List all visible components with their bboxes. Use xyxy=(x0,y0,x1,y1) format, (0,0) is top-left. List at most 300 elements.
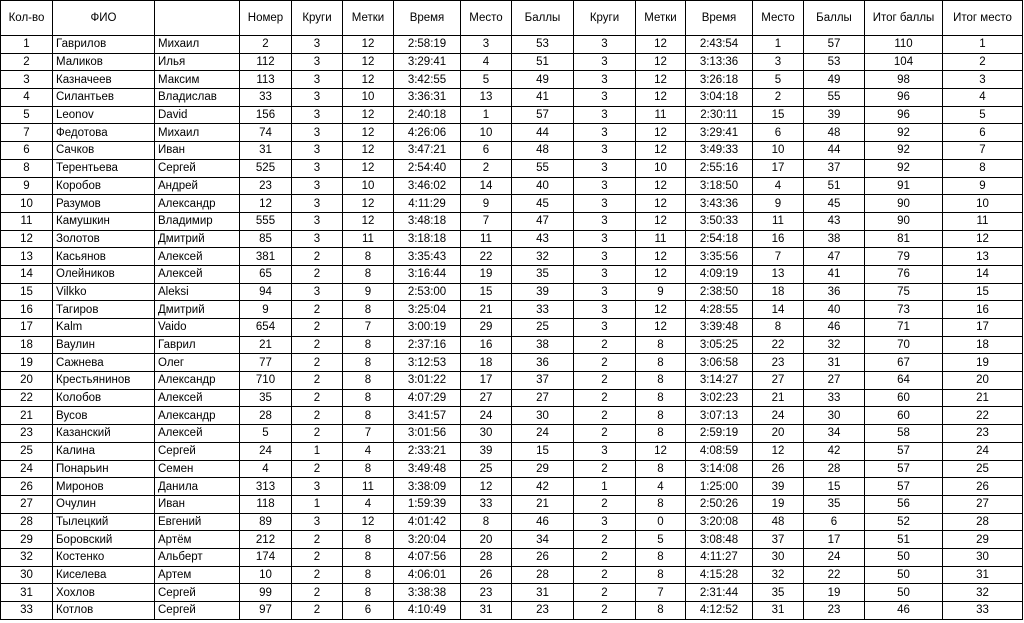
surname-cell: Понарьин xyxy=(53,460,155,478)
total-points-cell: 98 xyxy=(865,71,943,89)
count-cell: 21 xyxy=(1,407,53,425)
laps1-cell: 2 xyxy=(292,354,343,372)
marks2-cell: 12 xyxy=(636,53,686,71)
surname-cell: Leonov xyxy=(53,106,155,124)
points1-cell: 36 xyxy=(512,354,574,372)
surname-cell: Казначеев xyxy=(53,71,155,89)
table-row xyxy=(1,372,1023,390)
firstname-cell: Сергей xyxy=(155,159,240,177)
laps1-cell: 3 xyxy=(292,283,343,301)
time2-cell: 1:25:00 xyxy=(686,478,753,496)
count-cell: 28 xyxy=(1,513,53,531)
time1-cell: 4:07:56 xyxy=(394,548,461,566)
time2-cell: 3:26:18 xyxy=(686,71,753,89)
surname-cell: Ваулин xyxy=(53,336,155,354)
points1-cell: 23 xyxy=(512,602,574,620)
time1-cell: 3:46:02 xyxy=(394,177,461,195)
marks1-cell: 10 xyxy=(343,177,394,195)
time1-cell: 3:12:53 xyxy=(394,354,461,372)
time1-cell: 3:20:04 xyxy=(394,531,461,549)
marks1-cell: 8 xyxy=(343,460,394,478)
total-points-cell: 58 xyxy=(865,425,943,443)
time2-cell: 3:35:56 xyxy=(686,248,753,266)
points2-cell: 48 xyxy=(804,124,865,142)
count-cell: 23 xyxy=(1,425,53,443)
total-place-cell: 12 xyxy=(943,230,1023,248)
total-place-cell: 19 xyxy=(943,354,1023,372)
total-place-cell: 13 xyxy=(943,248,1023,266)
marks2-cell: 5 xyxy=(636,531,686,549)
place1-cell: 12 xyxy=(461,478,512,496)
firstname-cell: Андрей xyxy=(155,177,240,195)
surname-cell: Тылецкий xyxy=(53,513,155,531)
marks1-cell: 8 xyxy=(343,584,394,602)
laps2-cell: 2 xyxy=(574,407,636,425)
laps2-cell: 3 xyxy=(574,513,636,531)
count-cell: 33 xyxy=(1,602,53,620)
total-place-cell: 20 xyxy=(943,372,1023,390)
surname-cell: Киселева xyxy=(53,566,155,584)
total-points-cell: 51 xyxy=(865,531,943,549)
points1-cell: 32 xyxy=(512,248,574,266)
table-row xyxy=(1,212,1023,230)
place1-cell: 6 xyxy=(461,142,512,160)
table-row xyxy=(1,106,1023,124)
count-cell: 24 xyxy=(1,460,53,478)
table-row xyxy=(1,584,1023,602)
place2-header: Место xyxy=(753,1,804,36)
marks2-header: Метки xyxy=(636,1,686,36)
table-row xyxy=(1,442,1023,460)
total-points-header: Итог баллы xyxy=(865,1,943,36)
points1-cell: 39 xyxy=(512,283,574,301)
points2-cell: 30 xyxy=(804,407,865,425)
number-cell: 94 xyxy=(240,283,292,301)
place2-cell: 5 xyxy=(753,71,804,89)
count-cell: 18 xyxy=(1,336,53,354)
points2-cell: 44 xyxy=(804,142,865,160)
place1-cell: 2 xyxy=(461,159,512,177)
total-points-cell: 60 xyxy=(865,407,943,425)
place2-cell: 10 xyxy=(753,142,804,160)
firstname-cell: Владислав xyxy=(155,89,240,107)
firstname-cell: Сергей xyxy=(155,442,240,460)
total-place-cell: 26 xyxy=(943,478,1023,496)
number-cell: 31 xyxy=(240,142,292,160)
points1-cell: 57 xyxy=(512,106,574,124)
total-place-cell: 18 xyxy=(943,336,1023,354)
firstname-cell: Евгений xyxy=(155,513,240,531)
table-row xyxy=(1,71,1023,89)
points1-cell: 47 xyxy=(512,212,574,230)
place1-cell: 21 xyxy=(461,301,512,319)
number-header: Номер xyxy=(240,1,292,36)
marks2-cell: 8 xyxy=(636,425,686,443)
total-points-cell: 52 xyxy=(865,513,943,531)
place2-cell: 22 xyxy=(753,336,804,354)
points1-cell: 40 xyxy=(512,177,574,195)
surname-cell: Котлов xyxy=(53,602,155,620)
time1-cell: 3:38:38 xyxy=(394,584,461,602)
time1-cell: 3:29:41 xyxy=(394,53,461,71)
total-place-cell: 27 xyxy=(943,495,1023,513)
place2-cell: 21 xyxy=(753,389,804,407)
marks1-cell: 12 xyxy=(343,71,394,89)
total-place-cell: 7 xyxy=(943,142,1023,160)
points1-cell: 55 xyxy=(512,159,574,177)
table-row xyxy=(1,265,1023,283)
points2-cell: 6 xyxy=(804,513,865,531)
count-cell: 4 xyxy=(1,89,53,107)
surname-cell: Миронов xyxy=(53,478,155,496)
surname-cell: Олейников xyxy=(53,265,155,283)
count-cell: 29 xyxy=(1,531,53,549)
surname-cell: Костенко xyxy=(53,548,155,566)
place2-cell: 2 xyxy=(753,89,804,107)
place2-cell: 12 xyxy=(753,442,804,460)
time2-cell: 3:07:13 xyxy=(686,407,753,425)
firstname-cell: Альберт xyxy=(155,548,240,566)
points1-cell: 34 xyxy=(512,531,574,549)
points2-cell: 22 xyxy=(804,566,865,584)
time2-cell: 3:14:27 xyxy=(686,372,753,390)
total-place-cell: 29 xyxy=(943,531,1023,549)
table-row xyxy=(1,142,1023,160)
header-row xyxy=(1,1,1023,36)
total-place-cell: 15 xyxy=(943,283,1023,301)
firstname-cell: Артём xyxy=(155,531,240,549)
place1-cell: 10 xyxy=(461,124,512,142)
total-place-cell: 17 xyxy=(943,319,1023,337)
points2-cell: 55 xyxy=(804,89,865,107)
place2-cell: 23 xyxy=(753,354,804,372)
surname-cell: Калина xyxy=(53,442,155,460)
total-points-cell: 92 xyxy=(865,124,943,142)
firstname-cell: Сергей xyxy=(155,602,240,620)
laps1-cell: 3 xyxy=(292,142,343,160)
points2-cell: 35 xyxy=(804,495,865,513)
marks2-cell: 8 xyxy=(636,566,686,584)
number-cell: 156 xyxy=(240,106,292,124)
marks2-cell: 12 xyxy=(636,319,686,337)
total-place-cell: 3 xyxy=(943,71,1023,89)
firstname-cell: Алексей xyxy=(155,265,240,283)
marks2-cell: 10 xyxy=(636,159,686,177)
laps1-cell: 3 xyxy=(292,36,343,54)
time1-cell: 3:47:21 xyxy=(394,142,461,160)
time2-cell: 3:39:48 xyxy=(686,319,753,337)
place1-cell: 27 xyxy=(461,389,512,407)
firstname-cell: Олег xyxy=(155,354,240,372)
marks2-cell: 12 xyxy=(636,301,686,319)
points2-cell: 42 xyxy=(804,442,865,460)
laps1-cell: 3 xyxy=(292,513,343,531)
number-cell: 99 xyxy=(240,584,292,602)
firstname-cell: Илья xyxy=(155,53,240,71)
number-cell: 28 xyxy=(240,407,292,425)
laps2-cell: 3 xyxy=(574,442,636,460)
total-place-cell: 9 xyxy=(943,177,1023,195)
count-cell: 32 xyxy=(1,548,53,566)
table-row xyxy=(1,89,1023,107)
marks2-cell: 0 xyxy=(636,513,686,531)
firstname-cell: Михаил xyxy=(155,36,240,54)
points1-cell: 42 xyxy=(512,478,574,496)
table-row xyxy=(1,159,1023,177)
total-place-cell: 6 xyxy=(943,124,1023,142)
time2-cell: 3:43:36 xyxy=(686,195,753,213)
points1-cell: 49 xyxy=(512,71,574,89)
count-cell: 3 xyxy=(1,71,53,89)
number-cell: 24 xyxy=(240,442,292,460)
place1-cell: 18 xyxy=(461,354,512,372)
surname-cell: Kalm xyxy=(53,319,155,337)
marks2-cell: 9 xyxy=(636,283,686,301)
place2-cell: 4 xyxy=(753,177,804,195)
total-place-cell: 1 xyxy=(943,36,1023,54)
count-cell: 12 xyxy=(1,230,53,248)
points2-cell: 23 xyxy=(804,602,865,620)
count-cell: 31 xyxy=(1,584,53,602)
place2-cell: 32 xyxy=(753,566,804,584)
marks2-cell: 12 xyxy=(636,248,686,266)
number-cell: 113 xyxy=(240,71,292,89)
time1-cell: 3:18:18 xyxy=(394,230,461,248)
table-row xyxy=(1,319,1023,337)
number-cell: 10 xyxy=(240,566,292,584)
firstname-cell: Aleksi xyxy=(155,283,240,301)
points2-cell: 57 xyxy=(804,36,865,54)
time1-cell: 3:48:18 xyxy=(394,212,461,230)
place1-cell: 14 xyxy=(461,177,512,195)
firstname-cell: Михаил xyxy=(155,124,240,142)
marks1-cell: 8 xyxy=(343,301,394,319)
count-cell: 25 xyxy=(1,442,53,460)
laps2-cell: 3 xyxy=(574,177,636,195)
firstname-cell: Дмитрий xyxy=(155,230,240,248)
count-cell: 10 xyxy=(1,195,53,213)
points2-cell: 47 xyxy=(804,248,865,266)
place2-cell: 17 xyxy=(753,159,804,177)
count-cell: 20 xyxy=(1,372,53,390)
time1-cell: 4:06:01 xyxy=(394,566,461,584)
place2-cell: 18 xyxy=(753,283,804,301)
time1-cell: 2:37:16 xyxy=(394,336,461,354)
points2-cell: 34 xyxy=(804,425,865,443)
marks1-cell: 7 xyxy=(343,319,394,337)
points2-cell: 36 xyxy=(804,283,865,301)
time2-cell: 4:08:59 xyxy=(686,442,753,460)
total-place-cell: 31 xyxy=(943,566,1023,584)
points1-cell: 35 xyxy=(512,265,574,283)
marks1-cell: 11 xyxy=(343,478,394,496)
laps1-cell: 2 xyxy=(292,584,343,602)
laps1-cell: 1 xyxy=(292,495,343,513)
laps1-cell: 3 xyxy=(292,212,343,230)
points2-cell: 28 xyxy=(804,460,865,478)
points1-cell: 53 xyxy=(512,36,574,54)
place2-cell: 20 xyxy=(753,425,804,443)
total-place-cell: 8 xyxy=(943,159,1023,177)
place1-cell: 11 xyxy=(461,230,512,248)
time2-cell: 3:14:08 xyxy=(686,460,753,478)
marks1-cell: 12 xyxy=(343,36,394,54)
time1-cell: 2:33:21 xyxy=(394,442,461,460)
marks2-cell: 8 xyxy=(636,602,686,620)
marks2-cell: 12 xyxy=(636,265,686,283)
surname-cell: Сажнева xyxy=(53,354,155,372)
time1-cell: 3:35:43 xyxy=(394,248,461,266)
laps1-cell: 3 xyxy=(292,159,343,177)
firstname-cell: Александр xyxy=(155,195,240,213)
laps1-cell: 2 xyxy=(292,389,343,407)
time2-cell: 4:12:52 xyxy=(686,602,753,620)
time2-cell: 3:29:41 xyxy=(686,124,753,142)
number-cell: 4 xyxy=(240,460,292,478)
table-row xyxy=(1,283,1023,301)
laps1-cell: 2 xyxy=(292,265,343,283)
marks1-cell: 12 xyxy=(343,106,394,124)
place1-cell: 30 xyxy=(461,425,512,443)
laps2-cell: 2 xyxy=(574,389,636,407)
table-row xyxy=(1,301,1023,319)
surname-cell: Золотов xyxy=(53,230,155,248)
time1-cell: 3:42:55 xyxy=(394,71,461,89)
count-cell: 2 xyxy=(1,53,53,71)
points2-cell: 27 xyxy=(804,372,865,390)
number-cell: 654 xyxy=(240,319,292,337)
number-cell: 12 xyxy=(240,195,292,213)
points2-cell: 24 xyxy=(804,548,865,566)
time2-cell: 3:13:36 xyxy=(686,53,753,71)
firstname-cell: Дмитрий xyxy=(155,301,240,319)
total-points-cell: 46 xyxy=(865,602,943,620)
points2-cell: 17 xyxy=(804,531,865,549)
marks1-cell: 12 xyxy=(343,195,394,213)
time1-cell: 3:01:56 xyxy=(394,425,461,443)
laps2-cell: 3 xyxy=(574,124,636,142)
points2-cell: 43 xyxy=(804,212,865,230)
number-cell: 23 xyxy=(240,177,292,195)
laps2-cell: 3 xyxy=(574,36,636,54)
laps1-cell: 3 xyxy=(292,53,343,71)
place1-cell: 26 xyxy=(461,566,512,584)
points1-cell: 27 xyxy=(512,389,574,407)
marks1-cell: 8 xyxy=(343,372,394,390)
count-cell: 13 xyxy=(1,248,53,266)
number-cell: 89 xyxy=(240,513,292,531)
table-row xyxy=(1,513,1023,531)
laps1-cell: 3 xyxy=(292,124,343,142)
laps2-cell: 2 xyxy=(574,495,636,513)
count-cell: 30 xyxy=(1,566,53,584)
points2-cell: 19 xyxy=(804,584,865,602)
time2-cell: 3:04:18 xyxy=(686,89,753,107)
surname-cell: Коробов xyxy=(53,177,155,195)
marks1-cell: 12 xyxy=(343,513,394,531)
points2-cell: 40 xyxy=(804,301,865,319)
points2-cell: 39 xyxy=(804,106,865,124)
surname-cell: Камушкин xyxy=(53,212,155,230)
marks1-cell: 12 xyxy=(343,124,394,142)
time2-cell: 3:02:23 xyxy=(686,389,753,407)
marks2-cell: 12 xyxy=(636,36,686,54)
points2-cell: 49 xyxy=(804,71,865,89)
total-points-cell: 57 xyxy=(865,478,943,496)
place2-cell: 3 xyxy=(753,53,804,71)
firstname-cell: Гаврил xyxy=(155,336,240,354)
laps2-cell: 3 xyxy=(574,159,636,177)
count-cell: 9 xyxy=(1,177,53,195)
laps1-cell: 3 xyxy=(292,478,343,496)
time1-cell: 4:11:29 xyxy=(394,195,461,213)
place2-cell: 14 xyxy=(753,301,804,319)
place1-cell: 24 xyxy=(461,407,512,425)
place1-cell: 39 xyxy=(461,442,512,460)
points2-cell: 51 xyxy=(804,177,865,195)
laps2-cell: 2 xyxy=(574,336,636,354)
surname-cell: Касьянов xyxy=(53,248,155,266)
time2-cell: 4:28:55 xyxy=(686,301,753,319)
time1-cell: 3:36:31 xyxy=(394,89,461,107)
number-cell: 74 xyxy=(240,124,292,142)
total-points-cell: 57 xyxy=(865,460,943,478)
total-points-cell: 73 xyxy=(865,301,943,319)
total-points-cell: 56 xyxy=(865,495,943,513)
laps2-cell: 3 xyxy=(574,71,636,89)
surname-cell: Vilkko xyxy=(53,283,155,301)
laps2-cell: 3 xyxy=(574,195,636,213)
count-cell: 5 xyxy=(1,106,53,124)
number-cell: 2 xyxy=(240,36,292,54)
total-points-cell: 50 xyxy=(865,548,943,566)
points2-cell: 45 xyxy=(804,195,865,213)
laps2-header: Круги xyxy=(574,1,636,36)
marks2-cell: 8 xyxy=(636,495,686,513)
count-cell: 7 xyxy=(1,124,53,142)
total-place-cell: 32 xyxy=(943,584,1023,602)
table-row xyxy=(1,548,1023,566)
total-points-cell: 96 xyxy=(865,106,943,124)
marks2-cell: 8 xyxy=(636,460,686,478)
total-points-cell: 50 xyxy=(865,584,943,602)
laps1-cell: 3 xyxy=(292,106,343,124)
total-points-cell: 92 xyxy=(865,142,943,160)
place1-cell: 16 xyxy=(461,336,512,354)
marks1-cell: 8 xyxy=(343,336,394,354)
surname-cell: Силантьев xyxy=(53,89,155,107)
firstname-cell: Данила xyxy=(155,478,240,496)
count-cell: 1 xyxy=(1,36,53,54)
time1-cell: 3:25:04 xyxy=(394,301,461,319)
total-points-cell: 75 xyxy=(865,283,943,301)
table-row xyxy=(1,195,1023,213)
total-place-cell: 33 xyxy=(943,602,1023,620)
time1-cell: 2:58:19 xyxy=(394,36,461,54)
number-cell: 555 xyxy=(240,212,292,230)
total-points-cell: 79 xyxy=(865,248,943,266)
marks1-cell: 12 xyxy=(343,142,394,160)
laps2-cell: 2 xyxy=(574,602,636,620)
points2-cell: 38 xyxy=(804,230,865,248)
number-cell: 212 xyxy=(240,531,292,549)
time2-cell: 3:18:50 xyxy=(686,177,753,195)
laps1-cell: 2 xyxy=(292,531,343,549)
place2-cell: 8 xyxy=(753,319,804,337)
points1-cell: 38 xyxy=(512,336,574,354)
surname-cell: Хохлов xyxy=(53,584,155,602)
points1-cell: 37 xyxy=(512,372,574,390)
